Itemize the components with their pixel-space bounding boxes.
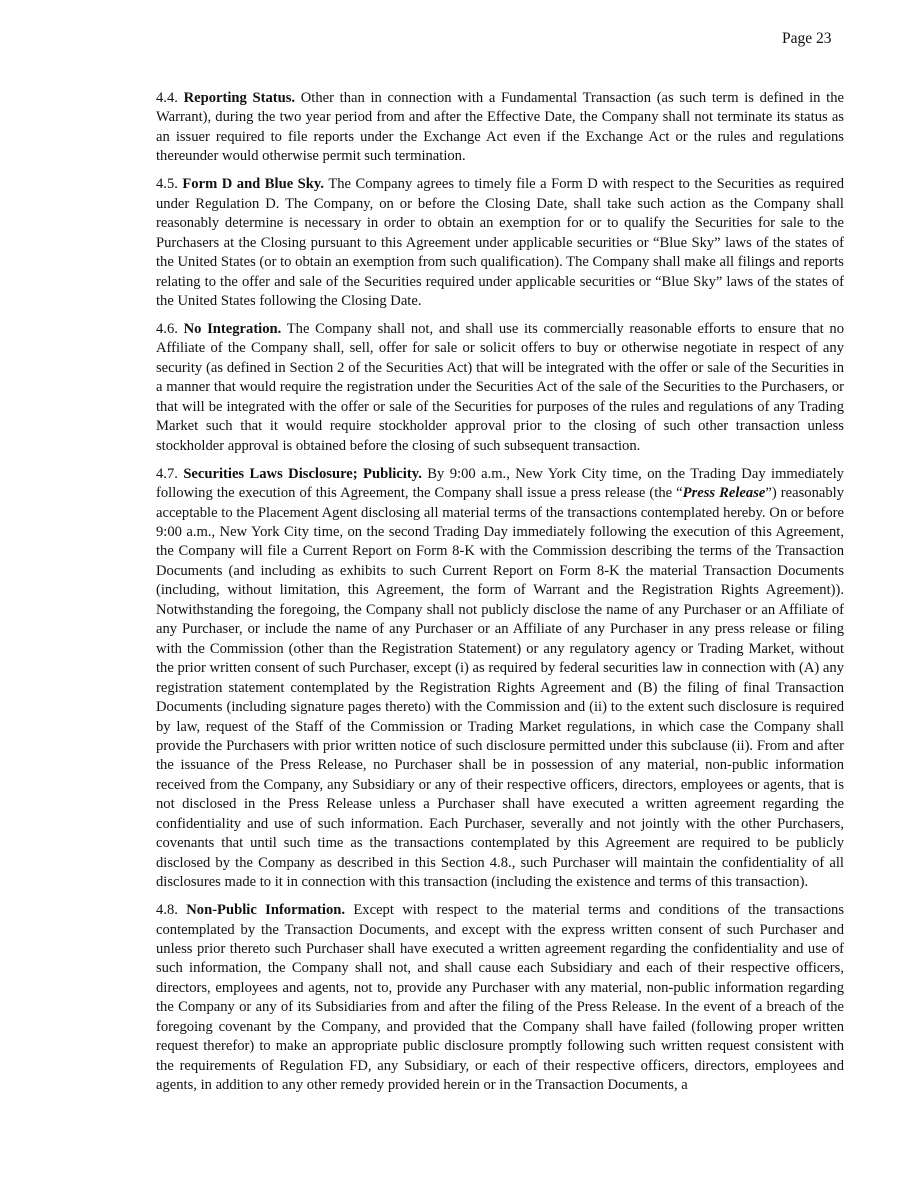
section-number: 4.7. — [156, 465, 178, 482]
section-heading: Reporting Status. — [183, 90, 296, 106]
section-heading: Form D and Blue Sky. — [182, 176, 325, 193]
section-body: The Company agrees to timely file a Form D with respect to the Securities as required under Regulation D. The Company, on or before the Closing Date, shall take such action as the Company shall reasonably determine is necessary in order to obtain an exemption for or to qualify the Securities for sale to the Purchasers at the Closing pursuant to this Agreement under applicable securities or “Blue Sky” laws of the states of the United States (or to obtain an exemption from such qualification). The Company shall make all filings and reports relating to the offer and sale of the Securities required under applicable securities or “Blue Sky” laws of the states of the United States following the Closing Date. — [156, 176, 845, 310]
section-body: The Company shall not, and shall use its commercially reasonable efforts to ensure that no Affiliate of the Company shall, sell, offer for sale or solicit offers to buy or otherwise negotiate in respect of any security (as defined in Section 2 of the Securities Act) that will be integrated with the offer or sale of the Securities in a manner that would require the registration under the Securities Act of the sale of the Securities to the Purchasers, or that will be integrated with the offer or sale of the Securities for purposes of the rules and regulations of any Trading Market such that it would require stockholder approval prior to the closing of such other transaction unless stockholder approval is obtained before the closing of such subsequent transaction. — [156, 320, 844, 454]
section-heading: Securities Laws Disclosure; Publicity. — [183, 465, 422, 482]
section-heading: No Integration. — [183, 320, 282, 337]
document-body — [156, 89, 844, 1104]
section-paragraph — [156, 465, 844, 893]
section-4-7 — [156, 465, 844, 893]
section-4-4 — [156, 89, 844, 167]
page-number: Page 23 — [782, 30, 832, 47]
section-number: 4.4. — [156, 90, 178, 106]
section-body-part-1: By 9:00 a.m., New York City time, on the Trading Day immediately following the execution of this Agreement, the Company shall issue a press release (the “ — [156, 465, 844, 502]
section-body: Other than in connection with a Fundamental Transaction (as such term is defined in the Warrant), during the two year period from and after the Effective Date, the Company shall not terminate its status as an issuer required to file reports under the Exchange Act even if the Exchange Act or the rules and regulations thereunder would otherwise permit such termination. — [156, 90, 844, 165]
section-4-6 — [156, 320, 844, 456]
section-paragraph — [156, 89, 844, 167]
defined-term: Press Release — [682, 485, 766, 502]
section-body: Except with respect to the material terms and conditions of the transactions contemplated by the Transaction Documents, and except with the express written consent of such Purchaser and unless prior thereto such Purchaser shall have executed a written agreement regarding the confidentiality and use of such information, the Company shall not, and shall cause each Subsidiary and each of their respective officers, directors, employees and agents, not to, provide any Purchaser with any material, non-public information regarding the Company or any of its Subsidiaries from and after the filing of the Press Release. In the event of a breach of the foregoing covenant by the Company, and provided that the Company shall have failed (following proper written request therefor) to make an appropriate public disclosure promptly following such written request consistent with the requirements of Regulation FD, any Subsidiary, or each of their respective officers, directors, employees and agents, in addition to any other remedy provided herein or in the Transaction Documents, a — [156, 902, 844, 1094]
section-number: 4.8. — [156, 902, 178, 919]
section-body-part-2: ”) reasonably acceptable to the Placement Agent disclosing all material terms of the transactions contemplated hereby. On or before 9:00 a.m., New York City time, on the second Trading Day immediately following the execution of this Agreement, the Company will file a Current Report on Form 8-K with the Commission describing the terms of the Transaction Documents (and including as exhibits to such Current Report on Form 8-K the material Transaction Documents (including, without limitation, this Agreement, the form of Warrant and the Registration Rights Agreement)). Notwithstanding the foregoing, the Company shall not publicly disclose the name of any Purchaser or an Affiliate of any Purchaser, or include the name of any Purchaser or an Affiliate of any Purchaser in any press release or filing with the Commission (other than the Registration Statement) or any regulatory agency or Trading Market, without the prior written consent of such Purchaser, except (i) as required by federal securities law in connection with (A) any registration statement contemplated by the Registration Rights Agreement and (B) the filing of final Transaction Documents (including signature pages thereto) with the Commission and (ii) to the extent such disclosure is required by law, request of the Staff of the Commission or Trading Market regulations, in which case the Company shall provide the Purchasers with prior written notice of such disclosure permitted under this subclause (ii). From and after the issuance of the Press Release, no Purchaser shall be in possession of any material, non-public information received from the Company, any Subsidiary or any of their respective officers, directors, employees or agents, that is not disclosed in the Press Release unless a Purchaser shall have executed a written agreement regarding the confidentiality and use of such information. Each Purchaser, severally and not jointly with the other Purchasers, covenants that until such time as the transactions contemplated by this Agreement are required to be publicly disclosed by the Company as described in this Section 4.8., such Purchaser will maintain the confidentiality of all disclosures made to it in connection with this transaction (including the existence and terms of this transaction). — [156, 485, 844, 891]
section-heading: Non-Public Information. — [186, 902, 346, 919]
section-paragraph — [156, 320, 844, 456]
section-paragraph — [156, 901, 844, 1096]
section-number: 4.6. — [156, 320, 178, 337]
section-number: 4.5. — [156, 176, 178, 193]
section-4-5 — [156, 175, 844, 311]
section-paragraph — [156, 175, 844, 311]
section-4-8 — [156, 901, 844, 1096]
